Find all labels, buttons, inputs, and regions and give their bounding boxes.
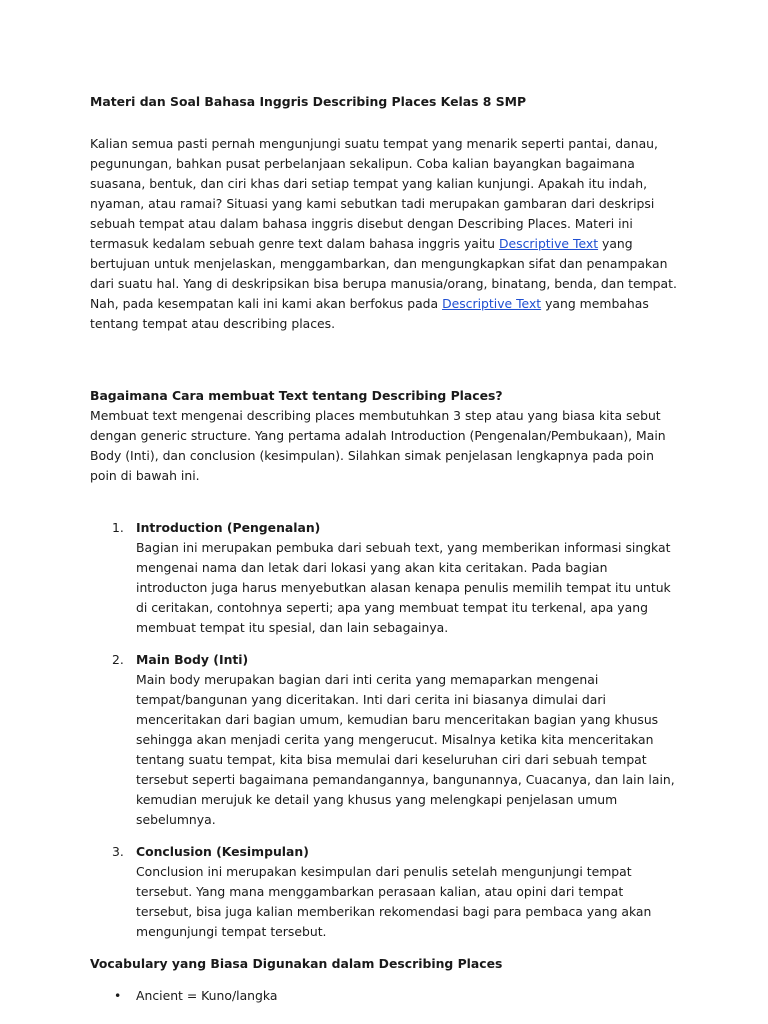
intro-text-part1: Kalian semua pasti pernah mengunjungi suatu tempat yang menarik seperti pantai, danau, pegunungan, bahkan pusat perbelanjaan sekalipun. Coba kalian bayangkan bagaimana suasana, bentuk, dan ciri khas dari setiap tempat yang kalian kunjungi. Apakah itu indah, nyaman, atau ramai? Situasi yang kami sebutkan tadi merupakan gambaran dari deskripsi sebuah tempat atau dalam bahasa inggris disebut dengan Describing Places. Materi ini termasuk kedalam sebuah genre text dalam bahasa inggris yaitu: [90, 136, 658, 251]
intro-text-part3: yang membahas tentang tempat atau describing places.: [90, 296, 649, 331]
list-item-introduction: [90, 518, 680, 638]
generic-structure-list: [90, 518, 680, 942]
step-title: Introduction (Pengenalan): [136, 520, 321, 535]
document-title: Materi dan Soal Bahasa Inggris Describing Places Kelas 8 SMP: [90, 94, 527, 109]
descriptive-text-link-1[interactable]: Descriptive Text: [498, 236, 599, 251]
list-item-conclusion: [90, 842, 680, 942]
bullet-icon: •: [114, 988, 122, 1003]
list-item-main-body: [90, 650, 680, 830]
list-number: 3.: [112, 844, 124, 859]
intro-text-part2: yang bertujuan untuk menjelaskan, menggambarkan, dan mengungkapkan sifat dan penampakan dari suatu hal. Yang di deskripsikan bisa berupa manusia/orang, binatang, benda, dan tempat. Nah, pada kesempatan kali ini kami akan berfokus pada: [90, 236, 677, 311]
vocabulary-item-text: Ancient = Kuno/langka: [136, 988, 278, 1003]
descriptive-text-link-2[interactable]: Descriptive Text: [442, 296, 542, 311]
vocabulary-heading: Vocabulary yang Biasa Digunakan dalam Describing Places: [90, 956, 503, 971]
list-number: 2.: [112, 652, 124, 667]
step-text: Bagian ini merupakan pembuka dari sebuah text, yang memberikan informasi singkat mengenai nama dan letak dari lokasi yang akan kita ceritakan. Pada bagian introducton juga harus menyebutkan alasan kenapa penulis memilih tempat itu untuk di ceritakan, contohnya seperti; apa yang membuat tempat itu terkenal, apa yang membuat tempat itu spesial, dan lain sebagainya.: [136, 540, 671, 635]
intro-paragraph: [90, 134, 680, 334]
step-title: Main Body (Inti): [136, 652, 249, 667]
how-to-heading: Bagaimana Cara membuat Text tentang Describing Places?: [90, 388, 503, 403]
step-text: Conclusion ini merupakan kesimpulan dari penulis setelah mengunjungi tempat tersebut. Yang mana menggambarkan perasaan kalian, atau opini dari tempat tersebut, bisa juga kalian memberikan rekomendasi bagi para pembaca yang akan mengunjungi tempat tersebut.: [136, 864, 652, 939]
step-title: Conclusion (Kesimpulan): [136, 844, 309, 859]
vocabulary-item: [90, 986, 680, 1006]
vocabulary-list: [90, 986, 680, 1006]
how-to-paragraph: Membuat text mengenai describing places membutuhkan 3 step atau yang biasa kita sebut dengan generic structure. Yang pertama adalah Introduction (Pengenalan/Pembukaan), Main Body (Inti), dan conclusion (kesimpulan). Silahkan simak penjelasan lengkapnya pada poin poin di bawah ini.: [90, 408, 666, 483]
step-text: Main body merupakan bagian dari inti cerita yang memaparkan mengenai tempat/bangunan yang diceritakan. Inti dari cerita ini biasanya dimulai dari menceritakan dari bagian umum, kemudian baru menceritakan bagian yang khusus sehingga akan menjadi cerita yang mengerucut. Misalnya ketika kita menceritakan tentang suatu tempat, kita bisa memulai dari keseluruhan ciri dari sebuah tempat tersebut seperti bagaimana pemandangannya, bangunannya, Cuacanya, dan lain lain, kemudian merujuk ke detail yang khusus yang melengkapi penjelasan umum sebelumnya.: [136, 672, 675, 827]
list-number: 1.: [112, 520, 124, 535]
